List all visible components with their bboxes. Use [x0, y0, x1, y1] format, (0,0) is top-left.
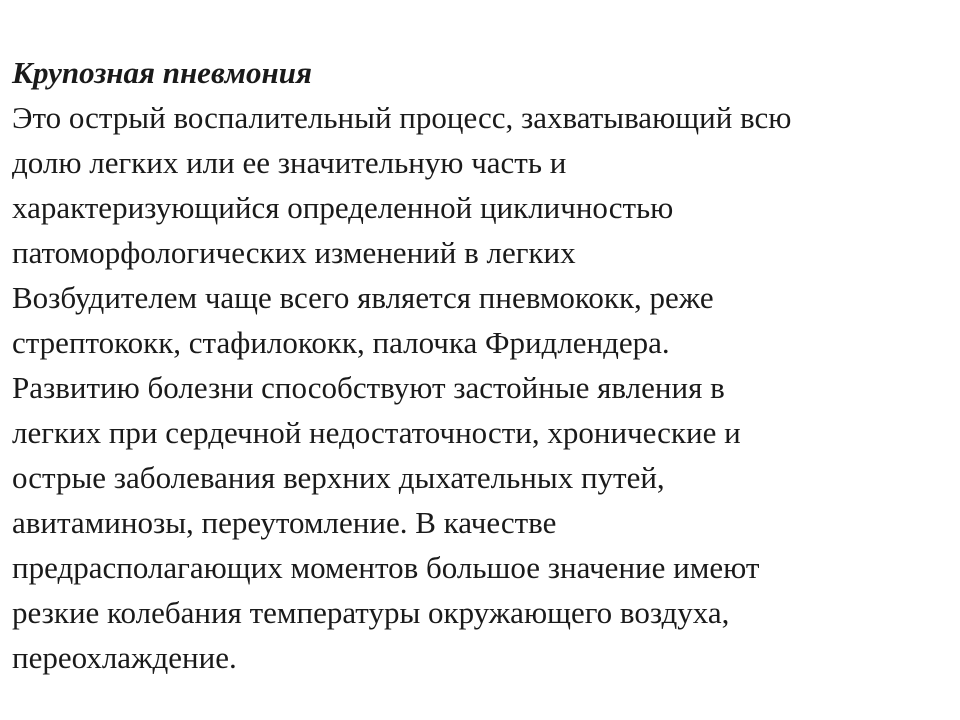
text-line: Возбудителем чаще всего является пневмококк, реже [12, 280, 714, 315]
text-line: легких при сердечной недостаточности, хронические и [12, 415, 741, 450]
text-line: Развитию болезни способствуют застойные явления в [12, 370, 725, 405]
slide-title: Крупозная пневмония [12, 55, 312, 90]
text-line: предрасполагающих моментов большое значение имеют [12, 550, 760, 585]
text-line: авитаминозы, переутомление. В качестве [12, 505, 557, 540]
text-line: характеризующийся определенной цикличностью [12, 190, 674, 225]
text-line: долю легких или ее значительную часть и [12, 145, 567, 180]
text-line: Это острый воспалительный процесс, захватывающий всю [12, 100, 792, 135]
text-line: переохлаждение. [12, 640, 237, 675]
slide-text-block [12, 50, 952, 680]
text-line: острые заболевания верхних дыхательных путей, [12, 460, 665, 495]
text-line: патоморфологических изменений в легких [12, 235, 576, 270]
text-line: резкие колебания температуры окружающего воздуха, [12, 595, 730, 630]
text-line: стрептококк, стафилококк, палочка Фридлендера. [12, 325, 670, 360]
